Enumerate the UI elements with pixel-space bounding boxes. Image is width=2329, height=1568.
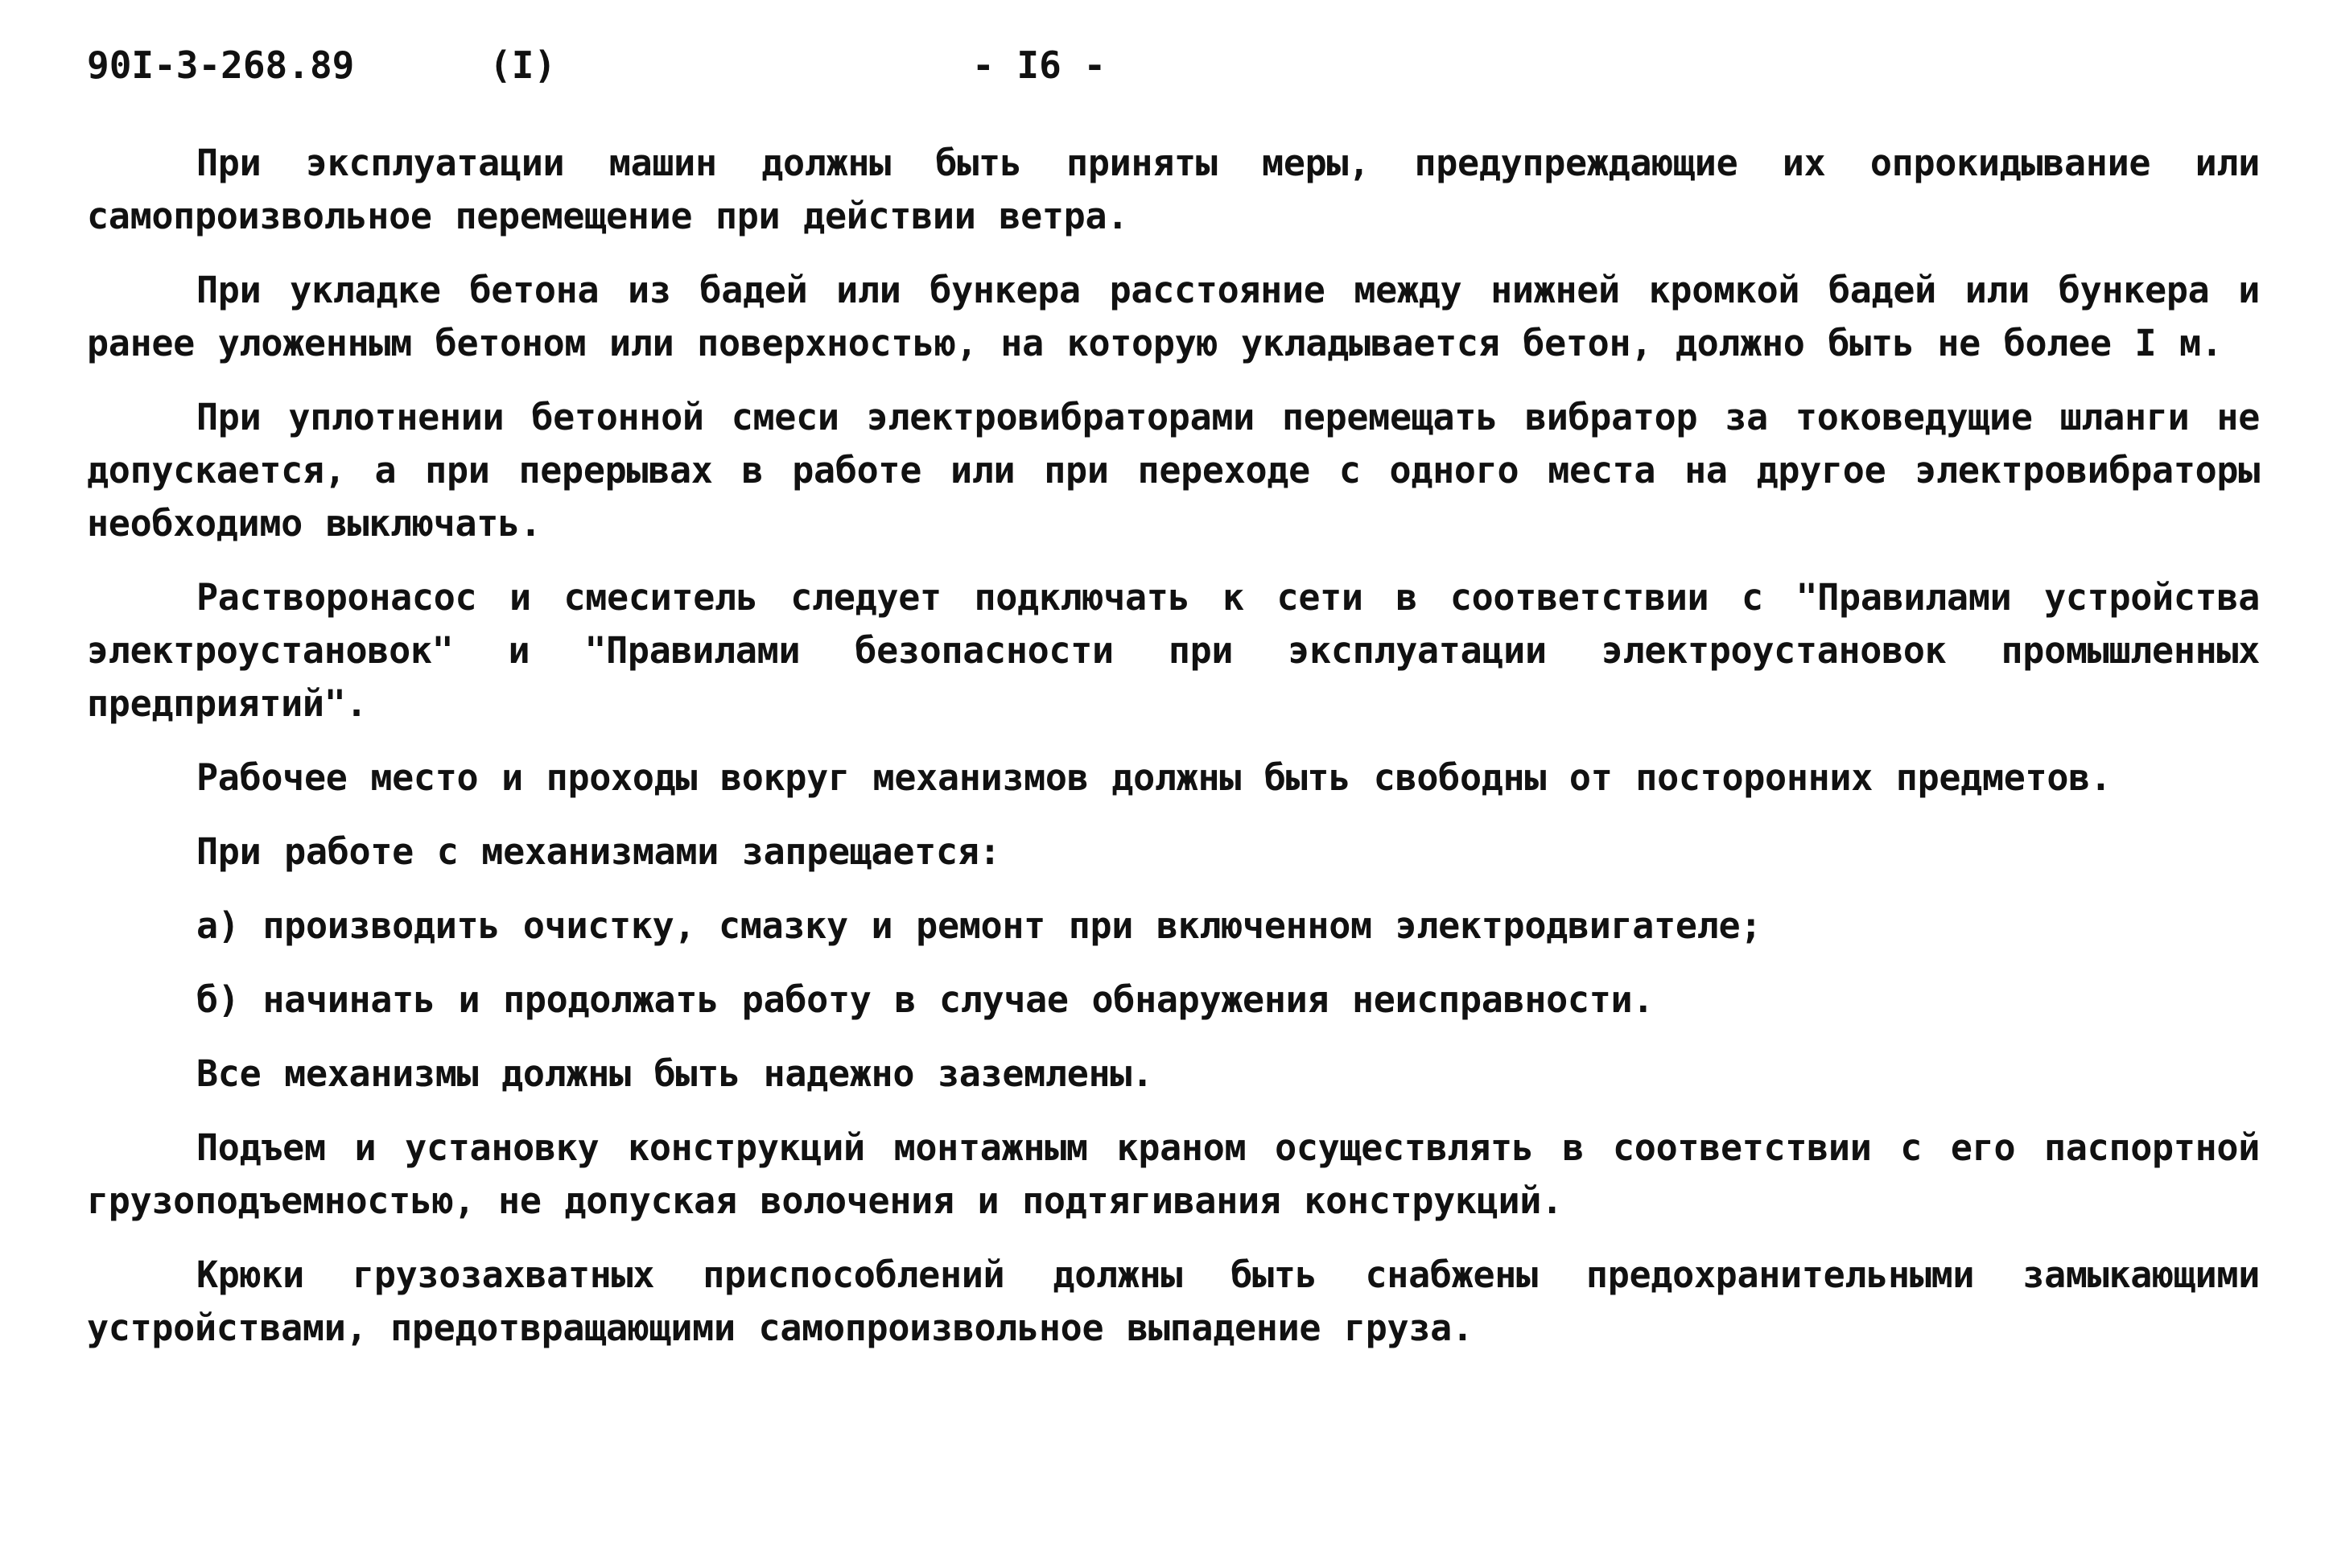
page-number: - I6 - [972,43,1107,87]
paragraph-concrete-laying: При укладке бетона из бадей или бункера расстояние между нижней кромкой бадей или бункера и ранее уложенным бетоном или поверхностью, на которую укладывается бетон, должно быть не более I м. [87,269,2260,364]
paragraph-prohibitions-intro: При работе с механизмами запрещается: [196,830,1001,873]
paragraph-workplace-clear: Рабочее место и проходы вокруг механизмов должны быть свободны от посторонних предметов. [196,756,2112,799]
page-header [87,43,2260,100]
document-part: (I) [489,43,557,87]
paragraph-grounding: Все механизмы должны быть надежно заземлены. [196,1052,1153,1095]
paragraph-crane-lifting: Подъем и установку конструкций монтажным краном осуществлять в соответствии с его паспортной грузоподъемностью, не допуская волочения и подтягивания конструкций. [87,1126,2260,1222]
list-item-prohibition-a: а) производить очистку, смазку и ремонт при включенном электродвигателе; [196,904,1762,947]
list-item-prohibition-b: б) начинать и продолжать работу в случае обнаружения неисправности. [196,978,1655,1021]
document-code: 90I-3-268.89 [87,43,355,87]
paragraph-electrical-connection: Растворонасос и смеситель следует подключать к сети в соответствии с "Правилами устройства электроустановок" и "Правилами безопасности при эксплуатации электроустановок промышленных предприятий". [87,576,2260,725]
paragraph-hook-safety: Крюки грузозахватных приспособлений должны быть снабжены предохранительными замыкающими устройствами, предотвращающими самопроизвольное выпадение груза. [87,1253,2260,1349]
document-body [87,137,2260,1376]
paragraph-machine-stability: При эксплуатации машин должны быть приняты меры, предупреждающие их опрокидывание или самопроизвольное перемещение при действии ветра. [87,142,2260,237]
paragraph-vibrator-handling: При уплотнении бетонной смеси электровибраторами перемещать вибратор за токоведущие шланги не допускается, а при перерывах в работе или при переходе с одного места на другое электровибраторы необходимо выключать. [87,396,2260,545]
